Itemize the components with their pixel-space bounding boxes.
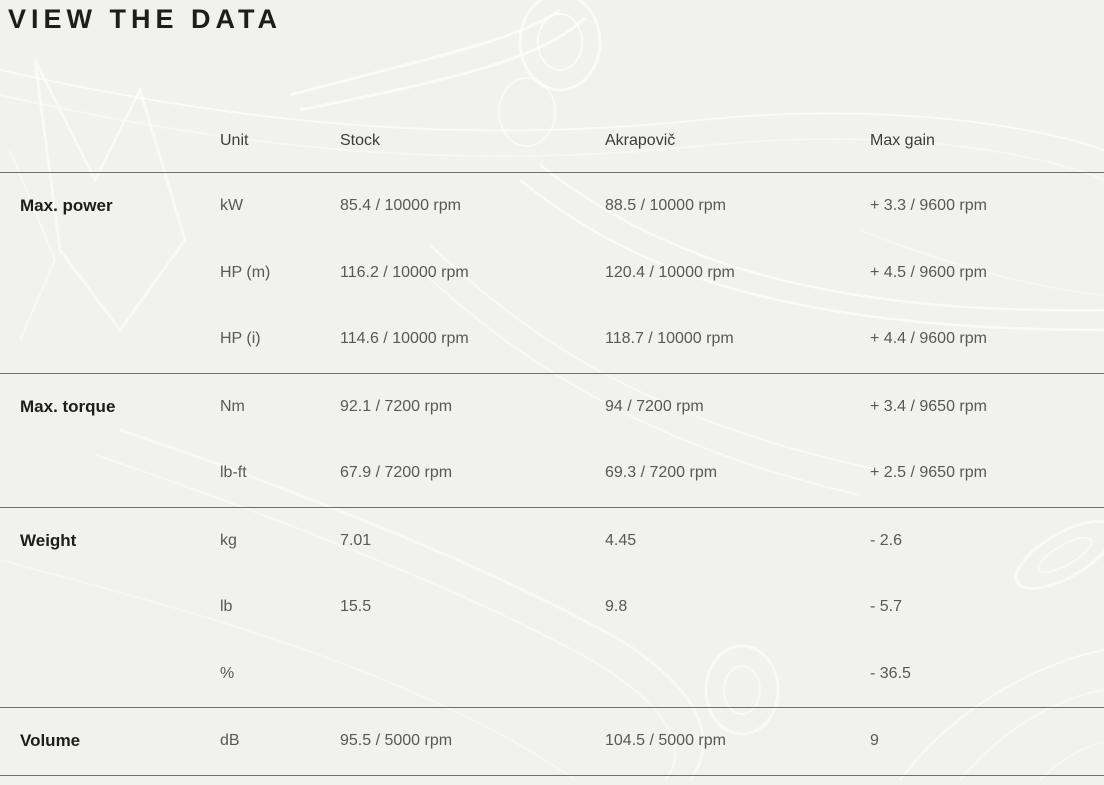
table-row bbox=[0, 240, 1104, 307]
page-title: VIEW THE DATA bbox=[8, 4, 282, 34]
unit-cell: HP (i) bbox=[220, 330, 261, 348]
header-stock: Stock bbox=[340, 132, 381, 149]
table-group bbox=[0, 507, 1104, 708]
akrapovic-cell: 118.7 / 10000 rpm bbox=[605, 330, 734, 348]
unit-cell: kg bbox=[220, 531, 237, 549]
table-row bbox=[0, 641, 1104, 708]
table-group bbox=[0, 373, 1104, 507]
table-row bbox=[0, 708, 1104, 775]
stock-cell: 67.9 / 7200 rpm bbox=[340, 464, 453, 482]
row-label: Weight bbox=[20, 530, 77, 550]
akrapovic-cell: 4.45 bbox=[605, 531, 637, 549]
unit-cell: lb bbox=[220, 598, 233, 616]
unit-cell: dB bbox=[220, 732, 240, 750]
table-group bbox=[0, 707, 1104, 775]
stock-cell: 7.01 bbox=[340, 531, 372, 549]
akrapovic-cell: 104.5 / 5000 rpm bbox=[605, 732, 726, 750]
max-gain-cell: + 3.4 / 9650 rpm bbox=[870, 397, 987, 415]
stock-cell: 116.2 / 10000 rpm bbox=[340, 263, 469, 281]
spec-table bbox=[0, 110, 1104, 776]
stock-cell: 114.6 / 10000 rpm bbox=[340, 330, 469, 348]
max-gain-cell: + 4.5 / 9600 rpm bbox=[870, 263, 987, 281]
table-row bbox=[0, 508, 1104, 575]
row-label: Max. torque bbox=[20, 396, 116, 416]
unit-cell: lb-ft bbox=[220, 464, 247, 482]
unit-cell: Nm bbox=[220, 397, 245, 415]
stock-cell: 95.5 / 5000 rpm bbox=[340, 732, 453, 750]
table-row bbox=[0, 306, 1104, 373]
table-row bbox=[0, 440, 1104, 507]
table-row bbox=[0, 173, 1104, 240]
max-gain-cell: - 36.5 bbox=[870, 664, 911, 682]
akrapovic-cell: 9.8 bbox=[605, 598, 628, 616]
unit-cell: kW bbox=[220, 197, 244, 215]
table-group bbox=[0, 172, 1104, 373]
table-header-row bbox=[0, 110, 1104, 172]
stock-cell: 92.1 / 7200 rpm bbox=[340, 397, 453, 415]
header-max-gain: Max gain bbox=[870, 132, 935, 149]
akrapovic-cell: 88.5 / 10000 rpm bbox=[605, 197, 726, 215]
max-gain-cell: - 2.6 bbox=[870, 531, 903, 549]
max-gain-cell: - 5.7 bbox=[870, 598, 903, 616]
max-gain-cell: + 2.5 / 9650 rpm bbox=[870, 464, 987, 482]
max-gain-cell: + 4.4 / 9600 rpm bbox=[870, 330, 987, 348]
row-label: Volume bbox=[20, 731, 81, 751]
akrapovic-cell: 120.4 / 10000 rpm bbox=[605, 263, 735, 281]
max-gain-cell: + 3.3 / 9600 rpm bbox=[870, 197, 987, 215]
max-gain-cell: 9 bbox=[870, 732, 879, 750]
unit-cell: HP (m) bbox=[220, 263, 271, 281]
akrapovic-cell: 69.3 / 7200 rpm bbox=[605, 464, 718, 482]
table-row bbox=[0, 574, 1104, 641]
row-label: Max. power bbox=[20, 196, 113, 216]
table-body bbox=[0, 172, 1104, 776]
stock-cell: 85.4 / 10000 rpm bbox=[340, 197, 461, 215]
header-akrapovic: Akrapovič bbox=[605, 132, 676, 149]
akrapovic-cell: 94 / 7200 rpm bbox=[605, 397, 704, 415]
stock-cell: 15.5 bbox=[340, 598, 372, 616]
header-unit: Unit bbox=[220, 132, 249, 149]
unit-cell: % bbox=[220, 664, 235, 682]
table-row bbox=[0, 374, 1104, 441]
